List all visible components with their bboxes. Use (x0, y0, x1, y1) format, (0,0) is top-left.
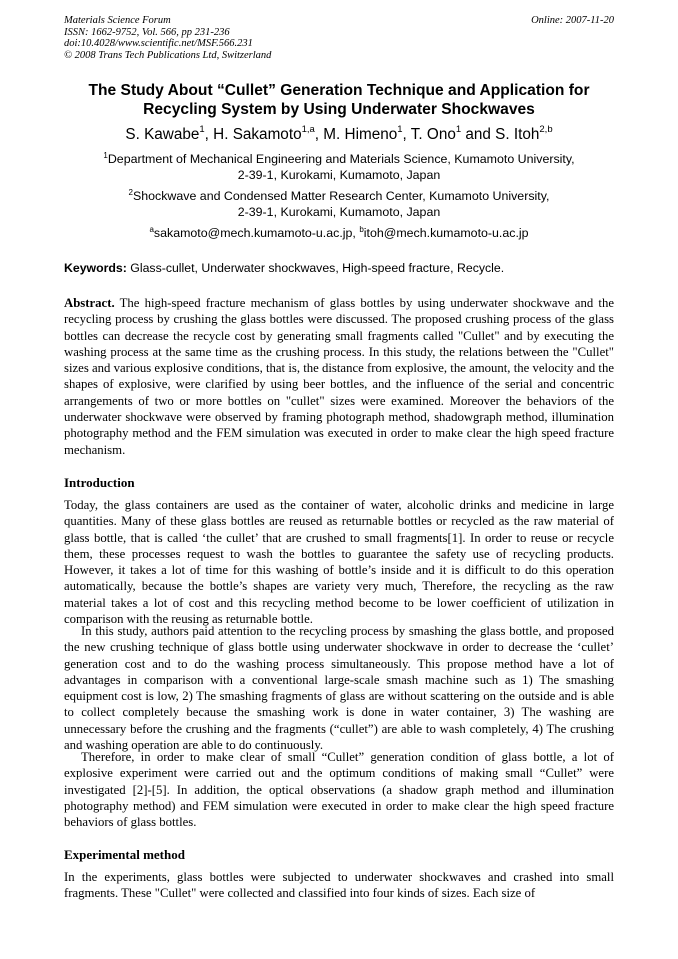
journal-header (64, 15, 271, 61)
author-affil-marker: 1 (199, 124, 205, 135)
keywords (64, 261, 504, 275)
affiliation-1 (60, 151, 618, 184)
affiliation-2-line-1: Shockwave and Condensed Matter Research Center, Kumamoto University, (133, 189, 550, 203)
email-marker: a (149, 225, 154, 234)
author-affil-marker: 1 (455, 124, 462, 135)
journal-name: Materials Science Forum (64, 15, 171, 26)
author-name: S. Kawabe (125, 126, 200, 143)
experimental-paragraph-1: In the experiments, glass bottles were subjected to underwater shockwaves and crashed into small fragments. These "Cullet" were collected and classified into four kinds of sizes. Each size of (64, 870, 614, 901)
author-list (40, 124, 638, 146)
email-a: sakamoto@mech.kumamoto-u.ac.jp, (153, 226, 360, 240)
abstract-text: The high-speed fracture mechanism of glass bottles by using underwater shockwave and the recycling process by crushing the glass bottles were discussed. The proposed crushing process of the glass bottles can decrease the recycle cost by generating small fragments called "Cullet" and by executing the washing process at the same time as the crushing process. In this study, the relations between the "Cullet" sizes and various explosive conditions, that is, the distance from explosive, the amount, the velocity and the shapes of explosive, were clarified by using beer bottles, and the influence of the serial and concentric arrangements of two or more bottles on "cullet" sizes were examined. Moreover the behaviors of the underwater shockwave were observed by framing photograph method, shadowgraph method, illumination photography method and the FEM simulation was executed in order to make clear the high speed fracture mechanism. (64, 296, 614, 457)
abstract (64, 295, 614, 458)
author-name: S. Itoh (495, 126, 540, 143)
title-line-1: The Study About “Cullet” Generation Technique and Application for (88, 82, 590, 99)
author-affil-marker: 1,a (301, 124, 315, 135)
affiliation-1-line-1: Department of Mechanical Engineering and Materials Science, Kumamoto University, (107, 152, 575, 166)
section-heading-experimental: Experimental method (64, 847, 185, 862)
affiliation-2 (60, 188, 618, 221)
affiliation-1-line-2: 2-39-1, Kurokami, Kumamoto, Japan (237, 168, 441, 183)
author-separator: , (402, 126, 411, 143)
affiliation-2-line-2: 2-39-1, Kurokami, Kumamoto, Japan (237, 205, 441, 220)
section-heading-introduction: Introduction (64, 475, 135, 490)
title-line-2: Recycling System by Using Underwater Shockwaves (143, 101, 535, 118)
email-b: itoh@mech.kumamoto-u.ac.jp (363, 226, 529, 240)
author-name: M. Himeno (323, 126, 398, 143)
abstract-label: Abstract. (64, 296, 115, 310)
author-separator: , (314, 126, 324, 143)
author-name: T. Ono (410, 126, 456, 143)
online-date: Online: 2007-11-20 (531, 15, 614, 26)
issn-line: ISSN: 1662-9752, Vol. 566, pp 231-236 (64, 26, 230, 38)
author-affil-marker: 1 (397, 124, 403, 135)
author-separator: and (461, 126, 496, 143)
intro-paragraph-3: Therefore, in order to make clear of small “Cullet” generation condition of glass bottle, a lot of explosive experiment were carried out and the optimum conditions of making small “Cullet” were investigated [2]-[5]. In addition, the optical observations (a shadow graph method and illumination photography method) and FEM simulation were executed in order to make clear the high speed fracture behaviors of glass bottles. (64, 750, 614, 830)
copyright-line: © 2008 Trans Tech Publications Ltd, Switzerland (64, 49, 272, 61)
intro-paragraph-1: Today, the glass containers are used as the container of water, alcoholic drinks and medicine in large quantities. Many of these glass bottles are reused as returnable bottles or recycled as the raw material of glass bottle, that is called ‘the cullet’ that are crushed to small fragments[1]. In order to reuse or recycle them, these processes request to wash the bottles to guarantee the safety use of recycling products. However, it takes a lot of time for this washing of bottle’s inside and it is difficult to do this operation automatically, because the bottle’s shapes are variety very much, Therefore, the recycling as the raw material takes a lot of cost and this recycling method become to be lower coefficient of utilization in comparison with the reusing as returnable bottle. (64, 498, 614, 627)
keywords-label: Keywords: (64, 261, 127, 275)
keywords-text: Glass-cullet, Underwater shockwaves, High-speed fracture, Recycle. (126, 261, 505, 275)
email-marker: b (359, 225, 364, 234)
affiliation-marker: 1 (103, 151, 108, 160)
author-separator: , (204, 126, 214, 143)
author-affil-marker: 2,b (539, 124, 553, 135)
affiliation-marker: 2 (128, 188, 133, 197)
doi-line: doi:10.4028/www.scientific.net/MSF.566.231 (64, 38, 253, 50)
email-line (60, 225, 618, 241)
author-name: H. Sakamoto (213, 126, 302, 143)
intro-paragraph-2: In this study, authors paid attention to the recycling process by smashing the glass bottle, and proposed the new crushing technique of glass bottle using underwater shockwave in order to decrease the ‘cullet’ generation cost and to do the washing process simultaneously. This propose method have a lot of advantages in comparison with a conventional large-scale smash machine such as 1) The smashing equipment cost is low, 2) The smashing fragments of glass are without scattering on the outside and is able to collect completely because the smashing work is done in water container, 3) The washing are unnecessary before the crushing and the fragments (“cullet”) are able to wash completely, 4) The crushing and washing operation are able to do continuously. (64, 624, 614, 753)
paper-title (60, 81, 618, 119)
